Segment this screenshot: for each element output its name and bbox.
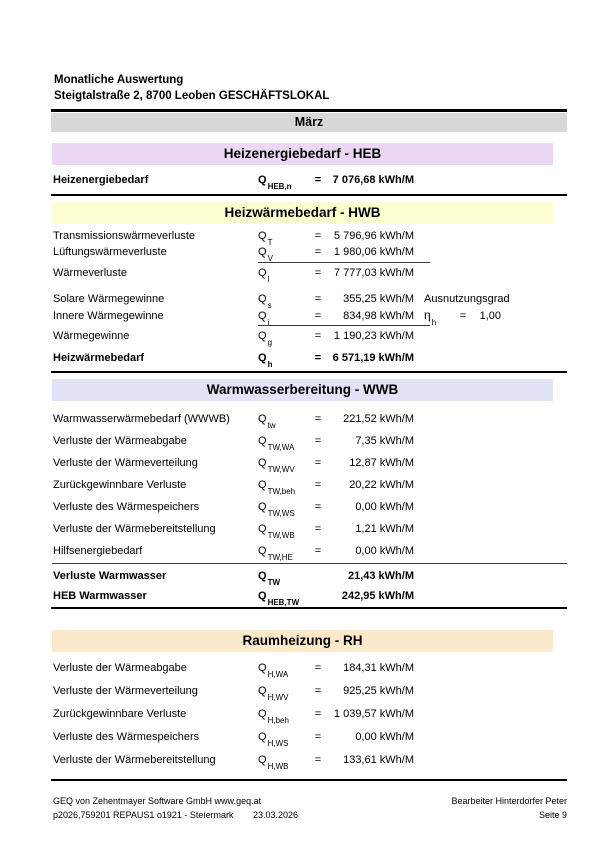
symbol-subscript: i [267,318,270,328]
efficiency-symbol [424,307,457,328]
quantity-symbol [258,586,310,606]
section-header-heb [52,143,553,165]
data-row [53,726,553,749]
section-rows-heb [53,172,553,192]
symbol-subscript: l [267,275,270,285]
row-value: 7 777,03 kWh/M [333,267,414,279]
data-row [53,518,553,540]
efficiency-base: η [424,308,431,322]
row-value: 834,98 kWh/M [343,310,414,322]
symbol-base: Q [258,267,267,279]
symbol-subscript: TW,WV [267,465,295,475]
section-heb [51,143,567,192]
section-title: Heizenergiebedarf - HEB [223,146,382,161]
symbol-base: Q [258,570,267,582]
row-label: Verluste der Wärmebereitstellung [53,523,216,535]
footer-row-1 [51,794,567,808]
row-label: Transmissionswärmeverluste [53,230,196,242]
equals-sign: = [314,731,322,743]
row-extra [424,291,510,307]
data-row [53,496,553,518]
data-row [53,350,553,370]
quantity-symbol [258,408,310,430]
symbol-base: Q [258,685,267,697]
divider [51,194,567,196]
quantity-symbol [258,680,310,703]
month-label: März [294,115,324,129]
page-footer [51,794,567,822]
section-rh [51,630,567,772]
row-value: 1 039,57 kWh/M [333,708,414,720]
footer-date: 23.03.2026 [253,810,299,820]
row-label: Verluste der Wärmebereitstellung [53,754,216,766]
divider-top [51,109,567,112]
row-value: 5 796,96 kWh/M [333,230,414,242]
symbol-subscript: TW,WS [267,509,295,519]
symbol-subscript: TW,beh [267,487,296,497]
row-label: Verluste der Wärmeverteilung [53,457,198,469]
row-label: Hilfsenergiebedarf [53,545,143,557]
row-label: Heizenergiebedarf [53,174,149,186]
section-title: Raumheizung - RH [242,633,363,648]
symbol-subscript: H,WV [267,693,289,703]
quantity-symbol [258,350,310,370]
data-row [53,328,553,348]
symbol-subscript: TW,WB [267,531,295,541]
efficiency-subscript: h [431,318,437,328]
equals-sign: = [314,708,322,720]
symbol-base: Q [258,731,267,743]
row-value: 0,00 kWh/M [355,545,414,557]
equals-sign: = [314,330,322,342]
symbol-subscript: s [267,301,272,311]
section-rows-rh [53,657,553,772]
row-value: 0,00 kWh/M [355,731,414,743]
row-value: 0,00 kWh/M [355,501,414,513]
symbol-base: Q [258,708,267,720]
data-row [53,307,553,328]
row-value: 12,87 kWh/M [349,457,414,469]
row-value: 133,61 kWh/M [343,754,414,766]
data-row [53,408,553,430]
equals-sign: = [314,754,322,766]
symbol-subscript: T [267,238,273,248]
symbol-base: Q [258,523,267,535]
section-rows-hwb [53,228,553,370]
equals-sign: = [314,293,322,305]
row-label: Verluste der Wärmeabgabe [53,435,187,447]
report-address: Steigtalstraße 2, 8700 Leoben GESCHÄFTSLOKAL [54,90,330,102]
row-value: 1,21 kWh/M [355,523,414,535]
data-row [53,749,553,772]
quantity-symbol [258,328,310,348]
row-value: 20,22 kWh/M [349,479,414,491]
data-row [53,291,553,311]
quantity-symbol [258,430,310,452]
symbol-base: Q [258,293,267,305]
symbol-base: Q [258,501,267,513]
equals-sign: = [314,413,322,425]
divider [51,371,567,373]
symbol-base: Q [258,330,267,342]
divider [51,607,567,609]
symbol-subscript: H,WS [267,739,289,749]
data-row [53,566,553,586]
equals-sign: = [314,267,322,279]
quantity-symbol [258,244,310,264]
symbol-subscript: H,beh [267,716,289,726]
symbol-base: Q [258,754,267,766]
row-value: 184,31 kWh/M [343,662,414,674]
row-label: Verluste des Wärmespeichers [53,731,200,743]
quantity-symbol [258,749,310,772]
equals-sign: = [314,479,322,491]
symbol-base: Q [258,230,267,242]
data-row [53,228,553,248]
symbol-base: Q [258,413,267,425]
row-value: 21,43 kWh/M [347,570,414,582]
symbol-subscript: V [267,254,273,264]
quantity-symbol [258,703,310,726]
divider-footer [51,779,567,781]
row-value: 242,95 kWh/M [341,590,414,602]
spacer [53,281,553,291]
quantity-symbol [258,172,310,192]
section-hwb [51,202,567,370]
data-row [53,244,553,264]
symbol-subscript: TW,HE [267,553,293,563]
quantity-symbol [258,566,310,586]
row-value: 221,52 kWh/M [343,413,414,425]
efficiency-value: 1,00 [479,310,501,322]
row-label: Warmwasserwärmebedarf (WWWB) [53,413,230,425]
row-value: 355,25 kWh/M [343,293,414,305]
symbol-base: Q [258,352,267,364]
equals-sign: = [314,246,322,258]
section-header-hwb [52,202,553,224]
footer-vendor: GEQ von Zehentmayer Software GmbH www.geq.at [53,796,262,806]
section-header-wwb [52,379,553,401]
row-value: 1 190,23 kWh/M [333,330,414,342]
row-label: Heizwärmebedarf [53,352,145,364]
data-row [53,657,553,680]
footer-editor: Bearbeiter Hinterdorfer Peter [451,796,567,806]
symbol-subscript: HEB,TW [267,598,300,608]
quantity-symbol [258,657,310,680]
data-row [53,452,553,474]
month-bar [51,113,567,132]
report-content [51,0,567,822]
symbol-base: Q [258,545,267,557]
quantity-symbol [258,452,310,474]
equals-sign: = [314,501,322,513]
quantity-symbol [258,726,310,749]
sum-underline [258,262,430,263]
efficiency-equals: = [459,310,467,322]
annotation-label: Ausnutzungsgrad [424,293,510,305]
data-row [53,265,553,285]
symbol-base: Q [258,310,267,322]
row-label: Lüftungswärmeverluste [53,246,167,258]
symbol-subscript: HEB,n [267,182,292,192]
quantity-symbol [258,265,310,285]
data-row [53,703,553,726]
symbol-subscript: H,WA [267,670,289,680]
equals-sign: = [314,174,322,186]
quantity-symbol [258,474,310,496]
equals-sign: = [314,523,322,535]
row-label: Zurückgewinnbare Verluste [53,479,187,491]
quantity-symbol [258,308,310,328]
equals-sign: = [314,310,322,322]
section-title: Heizwärmebedarf - HWB [224,205,381,220]
symbol-base: Q [258,174,267,186]
row-label: Verluste des Wärmespeichers [53,501,200,513]
quantity-symbol [258,291,310,311]
quantity-symbol [258,496,310,518]
symbol-base: Q [258,457,267,469]
row-value: 7 076,68 kWh/M [332,174,414,186]
equals-sign: = [314,352,322,364]
footer-project-id: p2026,759201 REPAUS1 o1921 - Steiermark [53,810,234,820]
symbol-subscript: TW,WA [267,443,295,453]
row-label: Wärmegewinne [53,330,130,342]
total-underline [52,563,567,564]
data-row [53,474,553,496]
data-row [53,680,553,703]
row-value: 7,35 kWh/M [355,435,414,447]
row-value: 1 980,06 kWh/M [333,246,414,258]
section-header-rh [52,630,553,652]
row-label: Verluste der Wärmeabgabe [53,662,187,674]
footer-row-2 [51,808,567,822]
equals-sign: = [314,435,322,447]
symbol-subscript: H,WB [267,762,289,772]
row-label: Verluste der Wärmeverteilung [53,685,198,697]
data-row [53,540,553,562]
row-label: Solare Wärmegewinne [53,293,165,305]
quantity-symbol [258,228,310,248]
symbol-subscript: tw [267,421,276,431]
equals-sign: = [314,662,322,674]
footer-page-number: Seite 9 [538,810,567,820]
data-row [53,430,553,452]
row-value: 6 571,19 kWh/M [332,352,414,364]
symbol-subscript: h [267,360,273,370]
row-label: Innere Wärmegewinne [53,310,164,322]
data-row [53,172,553,192]
quantity-symbol [258,540,310,562]
row-value: 925,25 kWh/M [343,685,414,697]
row-label: Wärmeverluste [53,267,127,279]
symbol-subscript: g [267,338,273,348]
data-row [53,586,553,606]
equals-sign: = [314,685,322,697]
equals-sign: = [314,230,322,242]
sum-underline [258,325,430,326]
quantity-symbol [258,518,310,540]
symbol-base: Q [258,435,267,447]
row-label: Verluste Warmwasser [53,570,167,582]
symbol-base: Q [258,662,267,674]
symbol-base: Q [258,479,267,491]
equals-sign: = [314,545,322,557]
section-title: Warmwasserbereitung - WWB [206,382,399,397]
row-label: Zurückgewinnbare Verluste [53,708,187,720]
report-title: Monatliche Auswertung [54,74,184,86]
row-label: HEB Warmwasser [53,590,147,602]
symbol-base: Q [258,590,267,602]
symbol-subscript: TW [267,578,280,588]
section-rows-wwb [53,408,553,606]
equals-sign: = [314,457,322,469]
symbol-base: Q [258,246,267,258]
row-extra [424,307,501,328]
section-wwb [51,379,567,606]
